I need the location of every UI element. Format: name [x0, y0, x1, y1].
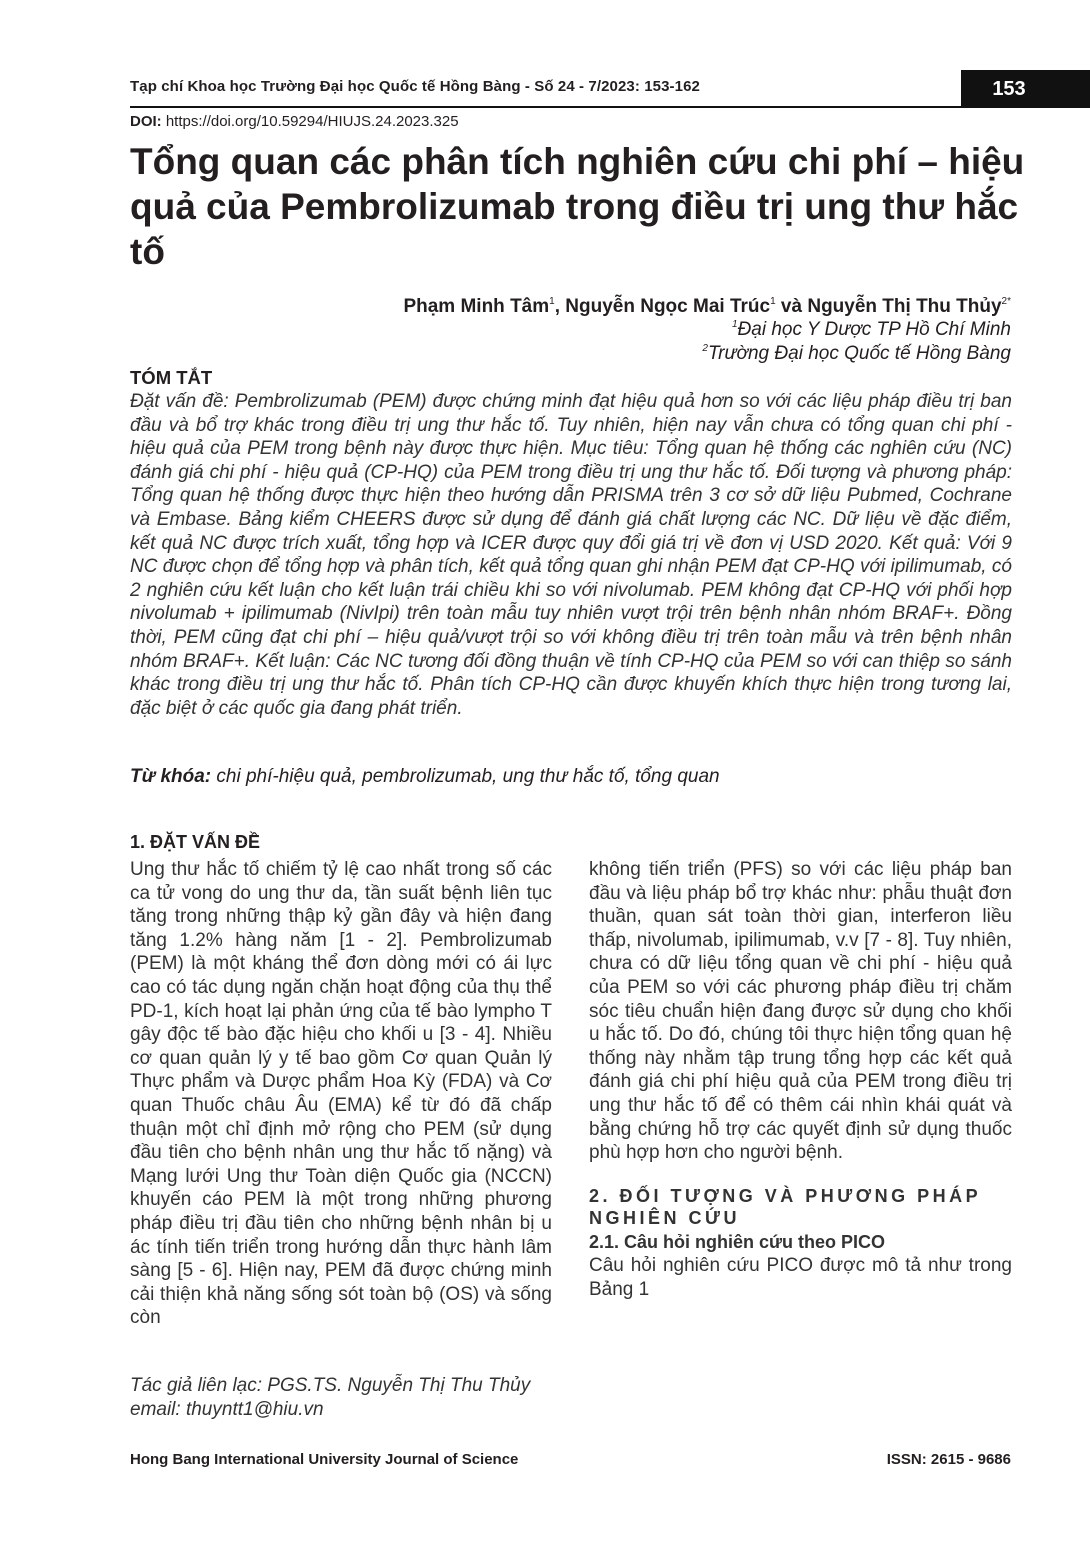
footer-journal-name: Hong Bang International University Journal of Science	[130, 1451, 519, 1468]
author-name: Phạm Minh Tâm	[403, 296, 550, 317]
page-number-badge: 153	[961, 70, 1090, 108]
affiliation-text: Đại học Y Dược TP Hồ Chí Minh	[737, 319, 1011, 340]
paper-title: Tổng quan các phân tích nghiên cứu chi phí – hiệu quả của Pembrolizumab trong điều trị ung thư hắc tố	[130, 141, 1025, 272]
keywords-label: Từ khóa:	[130, 766, 212, 787]
section-1-heading: 1. ĐẶT VẤN ĐỀ	[130, 832, 261, 852]
affiliation-2	[702, 343, 1011, 365]
author-affiliation-mark: 2*	[1001, 296, 1011, 307]
section-2-1-heading: 2.1. Câu hỏi nghiên cứu theo PICO	[589, 1231, 886, 1252]
affiliation-text: Trường Đại học Quốc tế Hồng Bàng	[707, 343, 1011, 364]
doi-label: DOI:	[130, 113, 162, 130]
abstract-body	[130, 390, 1012, 720]
doi-link[interactable]: https://doi.org/10.59294/HIUJS.24.2023.325	[161, 113, 459, 130]
author-affiliation-mark: 1	[549, 296, 555, 307]
abstract-text: Đặt vấn đề: Pembrolizumab (PEM) được chứng minh đạt hiệu quả hơn so với các liệu pháp điều trị ban đầu và bổ trợ khác trong điều trị ung thư hắc tố. Tuy nhiên, hiện nay vẫn chưa có tổng quan chi phí - hiệu quả của PEM trong bệnh này được thực hiện. Mục tiêu: Tổng quan hệ thống các nghiên cứu (NC) đánh giá chi phí - hiệu quả (CP-HQ) của PEM trong điều trị ung thư hắc tố. Đối tượng và phương pháp: Tổng quan hệ thống được thực hiện theo hướng dẫn PRISMA trên 3 cơ sở dữ liệu Pubmed, Cochrane và Embase. Bảng kiểm CHEERS được sử dụng để đánh giá chất lượng các NC. Dữ liệu về đặc điểm, kết quả NC được trích xuất, tổng hợp và ICER được quy đổi giá trị về đơn vị USD 2020. Kết quả: Với 9 NC được chọn để tổng hợp và phân tích, kết quả tổng quan ghi nhận PEM đạt CP-HQ với ipilimumab, có 2 nghiên cứu kết luận cho kết luận trái chiều khi so với nivolumab. PEM không đạt CP-HQ với phối hợp nivolumab + ipilimumab (NivIpi) trên toàn mẫu tuy nhiên vượt trội trên bệnh nhân nhóm BRAF+. Đồng thời, PEM cũng đạt chi phí – hiệu quả/vượt trội so với không điều trị trên toàn mẫu và trên bệnh nhân nhóm BRAF+. Kết luận: Các NC tương đối đồng thuận về tính CP-HQ của PEM so với can thiệp so sánh khác trong điều trị ung thư hắc tố. Phân tích CP-HQ cần được khuyến khích thực hiện trong tương lai, đặc biệt ở các quốc gia đang phát triển.	[130, 391, 1012, 719]
affiliation-1	[732, 319, 1011, 341]
left-column	[130, 858, 552, 1330]
doi-line	[130, 113, 459, 130]
affiliation-mark: 1	[731, 319, 738, 330]
section-2-1-text: Câu hỏi nghiên cứu PICO được mô tả như trong Bảng 1	[589, 1255, 1012, 1300]
affiliation-mark: 2	[702, 343, 708, 354]
author-affiliation-mark: 1	[770, 296, 776, 307]
section-2-heading: 2. ĐỐI TƯỢNG VÀ PHƯƠNG PHÁP NGHIÊN CỨU	[589, 1185, 981, 1228]
author-list	[403, 296, 1011, 318]
right-column	[589, 858, 1012, 1302]
author-name: Nguyễn Thị Thu Thủy	[807, 296, 1002, 317]
intro-paragraph: Ung thư hắc tố chiếm tỷ lệ cao nhất trong số các ca tử vong do ung thư da, tần suất bệnh liên tục tăng trong những thập kỷ gần đây và hiện đang tăng 1.2% hàng năm [1 - 2]. Pembrolizumab (PEM) là một kháng thể đơn dòng mới có ái lực cao có tác dụng ngăn chặn hoạt động của thụ thể PD-1, kích hoạt lại phản ứng của tế bào lympho T gây độc tế bào đặc hiệu cho khối u [3 - 4]. Nhiều cơ quan quản lý y tế bao gồm Cơ quan Quản lý Thực phẩm và Dược phẩm Hoa Kỳ (FDA) và Cơ quan Thuốc châu Âu (EMA) kể từ đó đã chấp thuận một chỉ định mở rộng cho PEM (sử dụng đầu tiên cho bệnh nhân ung thư hắc tố nặng) và Mạng lưới Ung thư Toàn diện Quốc gia (NCCN) khuyến cáo PEM là một trong những phương pháp điều trị đầu tiên cho những bệnh nhân bị u ác tính tiến triển trong hướng dẫn thực hành lâm sàng [5 - 6]. Hiện nay, PEM đã được chứng minh cải thiện khả năng sống sót toàn bộ (OS) và sống còn	[130, 859, 552, 1329]
keywords-text: chi phí-hiệu quả, pembrolizumab, ung thư hắc tố, tổng quan	[211, 766, 720, 787]
footer-issn: ISSN: 2615 - 9686	[886, 1451, 1011, 1468]
author-separator: và	[775, 296, 808, 317]
journal-header: Tạp chí Khoa học Trường Đại học Quốc tế Hồng Bàng - Số 24 - 7/2023: 153-162	[130, 78, 700, 95]
correspondence-note	[130, 1374, 530, 1422]
abstract-heading: TÓM TẮT	[130, 367, 213, 388]
author-separator: ,	[554, 296, 566, 317]
keywords-line	[130, 766, 720, 788]
corresponding-email[interactable]: email: thuyntt1@hiu.vn	[130, 1399, 324, 1420]
author-name: Nguyễn Ngọc Mai Trúc	[565, 296, 771, 317]
header-rule	[130, 106, 961, 108]
intro-paragraph-continued: không tiến triển (PFS) so với các liệu pháp ban đầu và liệu pháp bổ trợ khác như: phẫu thuật đơn thuần, quan sát toàn thời gian, interferon liều thấp, nivolumab, ipilimumab, v.v [7 - 8]. Tuy nhiên, chưa có dữ liệu tổng quan về chi phí - hiệu quả của PEM so với các phương pháp điều trị chăm sóc tiêu chuẩn hiện đang được sử dụng cho khối u hắc tố. Do đó, chúng tôi thực hiện tổng quan hệ thống này nhằm tập trung tổng hợp các kết quả đánh giá chi phí hiệu quả của PEM trong điều trị ung thư hắc tố để có thêm cái nhìn khái quát và bằng chứng hỗ trợ các quyết định sử dụng thuốc phù hợp hơn cho người bệnh.	[589, 859, 1012, 1164]
corresponding-author: Tác giả liên lạc: PGS.TS. Nguyễn Thị Thu Thủy	[130, 1375, 531, 1396]
